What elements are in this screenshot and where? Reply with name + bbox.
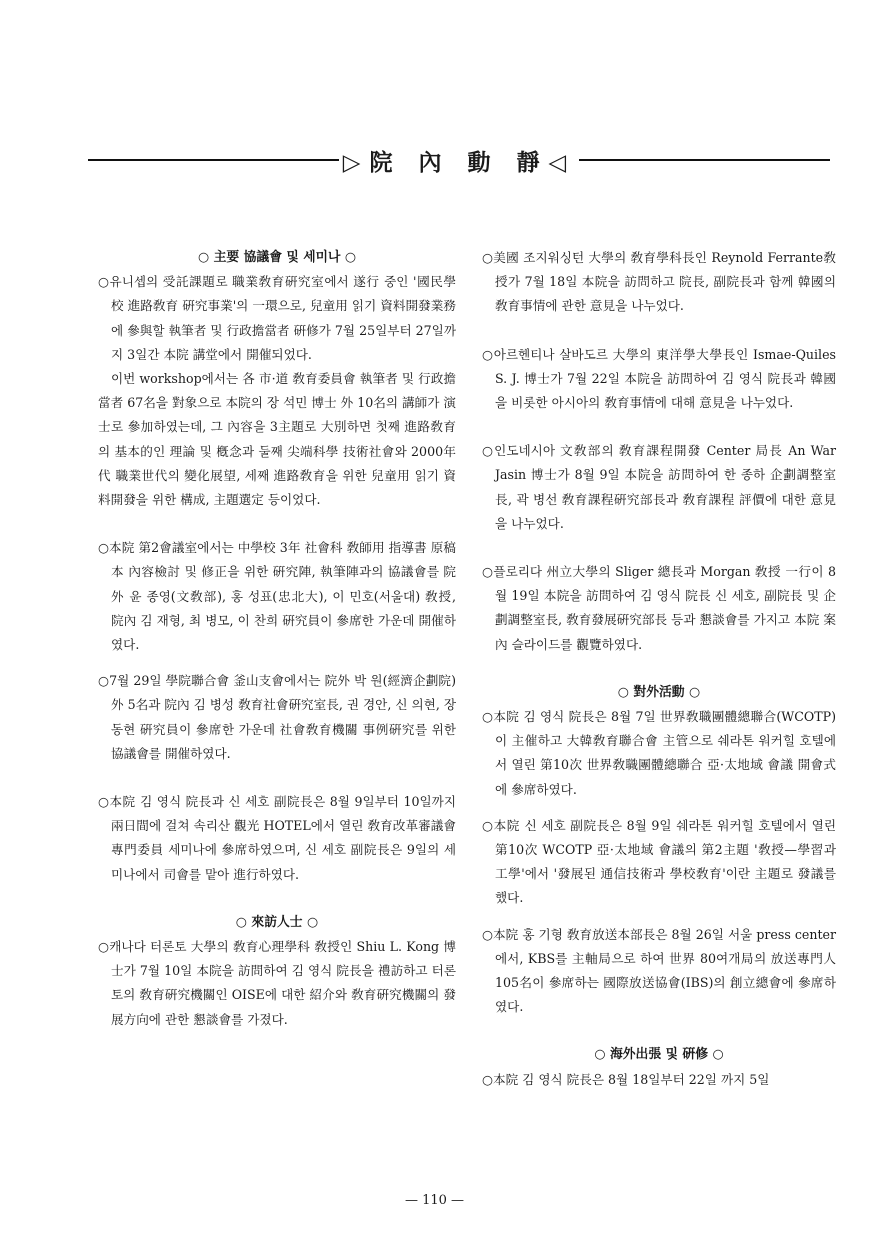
header-rule-left bbox=[88, 159, 339, 161]
section-heading-external-activities: ○ 對外活動 ○ bbox=[617, 684, 701, 700]
paragraph: ○本院 김 영식 院長은 8월 18일부터 22일 까지 5일 bbox=[482, 1071, 770, 1087]
page-header bbox=[88, 142, 830, 178]
paragraph: ○本院 第2會議室에서는 中學校 3年 社會科 敎師用 指導書 原稿本 內容檢討 및 修正을 위한 硏究陣, 執筆陣과의 協議會를 院外 윤 종영(文敎部), 홍 성표(忠北大), 이 민호(서울대) 敎授, 院內 김 재형, 최 병모, 이 찬희 硏究員이 參席한 가운데 開催하였다. bbox=[98, 540, 456, 653]
page-title: ▷院 內 動 靜◁ bbox=[342, 148, 576, 176]
section-heading-overseas-trips: ○ 海外出張 및 硏修 ○ bbox=[594, 1047, 724, 1063]
paragraph: ○유니셉의 受託課題로 職業敎育硏究室에서 遂行 중인 '國民學校 進路敎育 硏究事業'의 一環으로, 兒童用 읽기 資料開發業務에 參與할 執筆者 및 行政擔當者 硏修가 7월 25일부터 27일까지 3일간 本院 講堂에서 開催되었다. bbox=[98, 274, 456, 362]
header-rule-right bbox=[579, 159, 830, 161]
paragraph: ○本院 홍 기형 敎育放送本部長은 8월 26일 서울 press center에서, KBS를 主軸局으로 하여 世界 80여개局의 放送專門人 105名이 參席하는 國際放送協會(IBS)의 創立總會에 參席하였다. bbox=[482, 926, 836, 1015]
paragraph: ○美國 조지워싱턴 大學의 敎育學科長인 Reynold Ferrante敎授가 7월 18일 本院을 訪問하고 院長, 副院長과 함께 韓國의 敎育事情에 관한 意見을 나누었다. bbox=[482, 250, 836, 314]
paragraph: ○인도네시아 文敎部의 敎育課程開發 Center 局長 An War Jasin 博士가 8월 9일 本院을 訪問하여 한 종하 企劃調整室長, 곽 병선 敎育課程硏究部長과 敎育課程 評價에 대한 意見을 나누었다. bbox=[482, 443, 836, 531]
left-column bbox=[98, 246, 456, 1032]
paragraph: ○7월 29일 學院聯合會 釜山支會에서는 院外 박 원(經濟企劃院)外 5名과 院內 김 병성 敎育社會硏究室長, 권 경안, 신 의현, 장 동현 硏究員이 參席한 가운데 社會敎育機關 事例硏究를 위한 協議會를 開催하였다. bbox=[98, 673, 457, 761]
paragraph: ○아르헨티나 살바도르 大學의 東洋學大學長인 Ismae-Quiles S. J. 博士가 7월 22일 本院을 訪問하여 김 영식 院長과 韓國을 비롯한 아시아의 敎育事情에 대해 意見을 나누었다. bbox=[482, 346, 836, 411]
page-number: — 110 — bbox=[404, 1193, 465, 1208]
paragraph: ○本院 김 영식 院長은 8월 7일 世界敎職團體總聯合(WCOTP)이 主催하고 大韓敎育聯合會 主管으로 쉐라톤 워커힐 호텔에서 열린 第10次 世界敎職團體總聯合 亞·太地域 會議 開會式에 參席하였다. bbox=[482, 709, 836, 797]
right-column bbox=[482, 246, 836, 1092]
section-heading-visitors: ○ 來訪人士 ○ bbox=[235, 914, 319, 930]
paragraph: ○本院 신 세호 副院長은 8월 9일 쉐라톤 워커힐 호텔에서 열린 第10次 WCOTP 亞·太地域 會議의 第2主題 '敎授—學習과 工學'에서 '發展된 通信技術과 學校敎育'이란 主題로 發議를 했다. bbox=[482, 817, 836, 906]
paragraph: ○캐나다 터론토 大學의 敎育心理學科 敎授인 Shiu L. Kong 博士가 7월 10일 本院을 訪問하여 김 영식 院長을 禮訪하고 터론토의 敎育硏究機關인 OISE에 대한 紹介와 敎育硏究機關의 發展方向에 관한 懇談會를 가졌다. bbox=[98, 939, 456, 1027]
section-heading-meetings: ○ 主要 協議會 및 세미나 ○ bbox=[197, 250, 357, 265]
paragraph: ○플로리다 州立大學의 Sliger 總長과 Morgan 敎授 一行이 8월 19일 本院을 訪問하여 김 영식 院長 신 세호, 副院長 및 企劃調整室長, 敎育發展硏究部長 등과 懇談會를 가지고 本院 案內 슬라이드를 觀覽하였다. bbox=[482, 564, 836, 652]
paragraph: ○本院 김 영식 院長과 신 세호 副院長은 8월 9일부터 10일까지 兩日間에 걸쳐 속리산 觀光 HOTEL에서 열린 敎育改革審議會 專門委員 세미나에 參席하였으며, 신 세호 副院長은 9일의 세미나에서 司會를 맡아 進行하였다. bbox=[98, 794, 456, 882]
paragraph: 이번 workshop에서는 各 市·道 敎育委員會 執筆者 및 行政擔當者 67名을 對象으로 本院의 장 석민 博士 外 10名의 講師가 演士로 參加하였는데, 그 內容을 3主題로 大別하면 첫째 進路敎育의 基本的인 理論 및 槪念과 둘째 尖端科學 技術社會와 2000年代 職業世代의 變化展望, 세째 進路敎育을 위한 兒童用 읽기 資料開發을 위한 構成, 主題選定 등이었다. bbox=[98, 371, 456, 508]
